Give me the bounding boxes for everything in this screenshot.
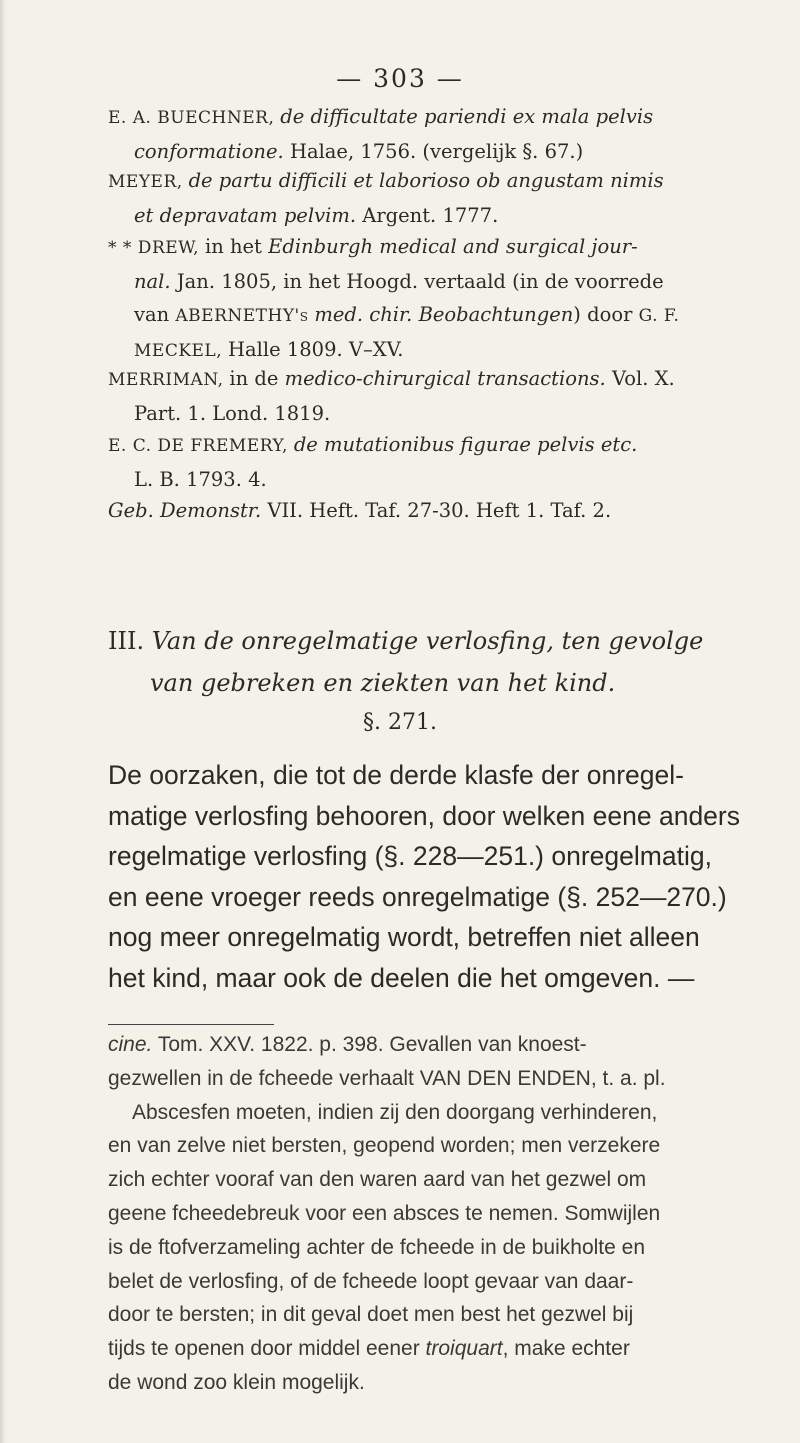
reference-text: de partu difficili et laborioso ob angustam nimis: [188, 169, 664, 192]
body-line: en eene vroeger reeds onregelmatige (§. 252—270.): [108, 881, 727, 912]
footnote-line: zich echter vooraf van den waren aard van het gezwel om: [108, 1168, 647, 1192]
reference-line: [108, 463, 748, 496]
footnote-line: Abscesfen moeten, indien zij den doorgang verhinderen,: [132, 1100, 658, 1124]
reference-entry: [108, 494, 748, 527]
reference-text: et depravatam pelvim.: [134, 204, 363, 227]
chapter-heading: [108, 620, 748, 704]
page-number: — 303 —: [336, 64, 464, 93]
heading-line-1: Van de onregelmatige verlosfing, ten gevolge: [151, 627, 704, 655]
reference-text: Geb. Demonstr.: [108, 499, 268, 522]
footnote: [108, 1028, 758, 1400]
reference-text: Jan. 1805, in het Hoogd. vertaald (in de voorrede: [176, 270, 664, 293]
footnote-line: en van zelve niet bersten, geopend worden; men verzekere: [108, 1134, 661, 1158]
body-line: het kind, maar ook de deelen die het omgeven. —: [108, 962, 695, 993]
reference-entry: [108, 230, 748, 368]
reference-entry: [108, 428, 748, 496]
footnote-line: is de ftofverzameling achter de fcheede in de buikholte en: [108, 1235, 646, 1259]
section-number: §. 271.: [363, 710, 437, 735]
reference-line: [108, 298, 748, 333]
reference-text: Vol. X.: [611, 367, 675, 390]
reference-text: in de: [229, 367, 285, 390]
reference-line: [108, 199, 748, 232]
reference-text: VII. Heft. Taf. 27-30. Heft 1. Taf. 2.: [267, 499, 612, 522]
reference-text: G. F.: [638, 306, 680, 326]
body-line: regelmatige verlosfing (§. 228—251.) onregelmatig,: [108, 841, 712, 871]
body-line: De oorzaken, die tot de derde klasfe der onregel-: [108, 760, 684, 790]
footnote-first-italic: cine.: [108, 1033, 153, 1056]
reference-text: E. C. DE FREMERY,: [108, 436, 294, 456]
reference-line: [108, 428, 748, 463]
footnote-line: gezwellen in de fcheede verhaalt VAN DEN ENDEN, t. a. pl.: [108, 1066, 666, 1090]
reference-text: MEYER,: [108, 172, 189, 192]
reference-text: de difficultate pariendi ex mala pelvis: [280, 105, 654, 128]
footnote-line: de wond zoo klein mogelijk.: [108, 1370, 365, 1394]
reference-line: [108, 100, 748, 135]
reference-text: Halae, 1756. (vergelijk §. 67.): [289, 140, 584, 163]
reference-text: medico-chirurgical transactions.: [284, 367, 612, 390]
reference-text: * * DREW,: [108, 238, 205, 258]
reference-entry: [108, 164, 748, 232]
reference-text: Edinburgh medical and surgical jour-: [268, 235, 638, 258]
reference-text: nal.: [134, 270, 177, 293]
footnote-line: tijds te openen door middel eener troiquart, make echter: [108, 1337, 630, 1361]
reference-entry: [108, 100, 748, 168]
reference-line: [108, 164, 748, 199]
reference-text: med. chir. Beobachtungen: [314, 303, 574, 326]
reference-line: [108, 265, 748, 298]
reference-line: [108, 230, 748, 265]
footnote-line: door te bersten; in dit geval doet men best het gezwel bij: [108, 1303, 634, 1327]
reference-text: ) door: [573, 303, 639, 326]
reference-text: de mutationibus figurae pelvis etc.: [293, 433, 638, 456]
reference-line: [108, 397, 748, 430]
footnote-rule: [108, 1024, 274, 1025]
reference-text: van: [134, 303, 176, 326]
reference-text: Part. 1. Lond. 1819.: [134, 402, 331, 425]
reference-text: E. A. BUECHNER,: [108, 108, 281, 128]
reference-text: in het: [204, 235, 269, 258]
heading-number: III.: [108, 627, 152, 655]
footnote-line: geene fcheedebreuk voor een absces te nemen. Somwijlen: [108, 1201, 661, 1225]
reference-text: conformatione.: [134, 140, 290, 163]
reference-line: [108, 494, 748, 527]
reference-entry: [108, 362, 748, 430]
reference-text: Argent. 1777.: [362, 204, 499, 227]
body-paragraph: [108, 755, 758, 998]
reference-text: MERRIMAN,: [108, 370, 230, 390]
footnote-first-rest: Tom. XXV. 1822. p. 398. Gevallen van knoest-: [152, 1033, 587, 1056]
body-line: matige verlosfing behooren, door welken eene anders: [108, 800, 740, 831]
footnote-line: belet de verlosfing, of de fcheede loopt gevaar van daar-: [108, 1269, 634, 1293]
heading-line-2: van gebreken en ziekten van het kind.: [150, 669, 616, 697]
body-line: nog meer onregelmatig wordt, betreffen niet alleen: [108, 922, 700, 952]
reference-text: MECKEL,: [134, 341, 229, 361]
reference-text: ABERNETHY's: [175, 306, 315, 326]
reference-line: [108, 362, 748, 397]
reference-text: L. B. 1793. 4.: [134, 468, 267, 491]
reference-text: Halle 1809. V–XV.: [228, 338, 404, 361]
